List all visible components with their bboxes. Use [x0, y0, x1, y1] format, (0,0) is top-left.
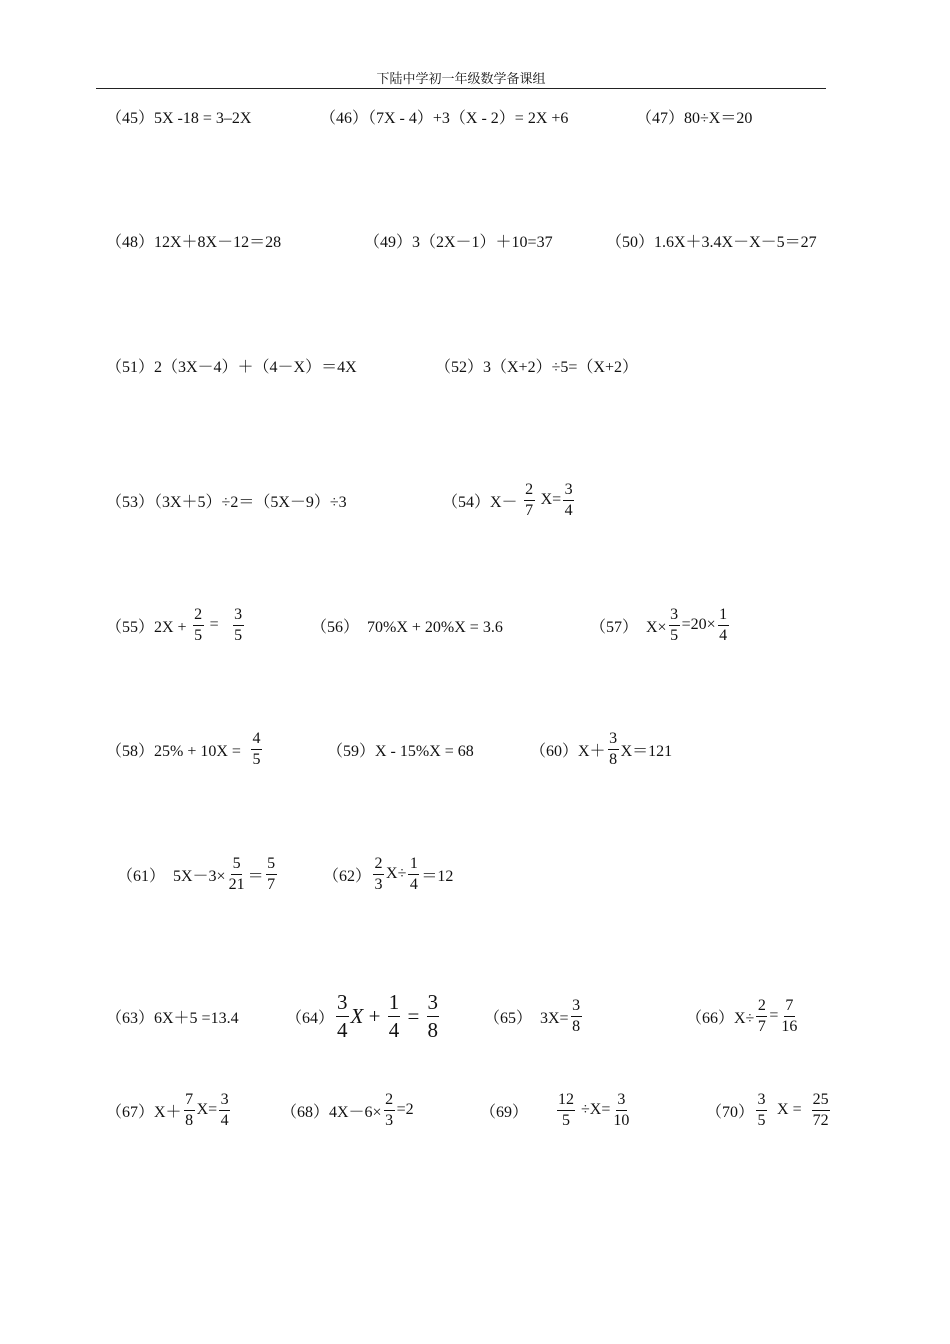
equation-text: （69）: [480, 1103, 529, 1121]
fraction: [718, 607, 729, 644]
equation-text: （52）3（X+2）÷5=（X+2）: [435, 358, 638, 376]
equation-text: （50）1.6X＋3.4X－X－5＝27: [606, 233, 817, 251]
fraction-numerator: 3: [233, 607, 244, 626]
fraction-denominator: 5: [562, 1111, 570, 1129]
fraction: [608, 731, 619, 768]
equation: [484, 986, 584, 1046]
fraction: [384, 1092, 395, 1129]
equation-text: （49）3（2X－1）＋10=37: [364, 233, 553, 251]
fraction-denominator: 8: [427, 1017, 439, 1042]
equation-text: ＝: [247, 867, 264, 885]
equation: [706, 1080, 832, 1140]
equation: [606, 210, 817, 270]
equation-text: （70）: [706, 1103, 755, 1121]
fraction-denominator: 8: [609, 750, 618, 768]
equation: [106, 1080, 232, 1140]
fraction-denominator: 10: [613, 1111, 630, 1129]
fraction-numerator: 3: [427, 992, 440, 1017]
fraction-denominator: 4: [409, 875, 418, 893]
equation: [320, 86, 568, 146]
equation-text: =20×: [681, 616, 716, 633]
equation: [106, 470, 347, 530]
equation-text: X÷: [386, 865, 407, 882]
fraction: [233, 607, 244, 644]
fraction-denominator: 7: [525, 501, 534, 519]
equation-text: （61） 5X－3×: [117, 867, 226, 885]
fraction: [184, 1092, 195, 1129]
fraction-numerator: 3: [219, 1092, 230, 1111]
equation-text: （65） 3X=: [484, 1009, 569, 1027]
fraction-denominator: 3: [385, 1111, 394, 1129]
fraction: [388, 989, 401, 1042]
fraction: [756, 998, 767, 1035]
equation: [106, 335, 357, 395]
equation-text: X =: [769, 1101, 810, 1118]
equation-text: X＝121: [620, 742, 673, 760]
fraction-numerator: 3: [563, 482, 574, 501]
equation-text: （60）X＋: [530, 742, 606, 760]
equation: [590, 595, 731, 655]
fraction-numerator: 4: [251, 731, 262, 750]
fraction-denominator: 4: [388, 1017, 400, 1042]
fraction-denominator: 4: [220, 1111, 229, 1129]
fraction: [812, 1092, 830, 1129]
fraction-numerator: 5: [266, 856, 277, 875]
fraction-denominator: 5: [194, 626, 203, 644]
fraction-numerator: 7: [784, 998, 795, 1017]
equation-text: =2: [396, 1101, 414, 1118]
equation: [106, 210, 281, 270]
fraction: [756, 1092, 767, 1129]
fraction-denominator: 7: [267, 875, 276, 893]
equation-text: ＝12: [421, 867, 454, 885]
fraction-numerator: 25: [812, 1092, 830, 1111]
fraction-denominator: 4: [564, 501, 573, 519]
equation-text: （48）12X＋8X－12＝28: [106, 233, 282, 251]
equation-text: （57） X×: [590, 618, 667, 636]
fraction: [373, 856, 384, 893]
equation-text: ÷X=: [577, 1101, 611, 1118]
fraction-denominator: 4: [719, 626, 728, 644]
equation: [106, 986, 239, 1046]
equation-text: （55）2X +: [106, 618, 191, 636]
equation: [117, 844, 279, 904]
equation-text: =: [769, 1007, 779, 1024]
fraction: [571, 998, 582, 1035]
equation: [480, 1080, 528, 1140]
fraction-denominator: 7: [757, 1017, 766, 1035]
fraction-numerator: 3: [616, 1092, 627, 1111]
equation: [311, 595, 503, 655]
fraction-numerator: 3: [756, 1092, 767, 1111]
equation: [555, 1080, 632, 1140]
fraction-numerator: 5: [231, 856, 242, 875]
fraction: [228, 856, 246, 893]
fraction: [557, 1092, 575, 1129]
equation: [323, 844, 453, 904]
fraction-numerator: 3: [336, 992, 349, 1017]
fraction: [193, 607, 204, 644]
fraction-denominator: 8: [185, 1111, 194, 1129]
fraction-numerator: 1: [718, 607, 729, 626]
equation-text: （63）6X＋5 =13.4: [106, 1009, 239, 1027]
fraction: [612, 1092, 630, 1129]
fraction: [669, 607, 680, 644]
equation-text: （51）2（3X－4）＋（4－X）＝4X: [106, 358, 357, 376]
equation: [281, 1080, 414, 1140]
equation: [636, 86, 752, 146]
fraction-numerator: 2: [756, 998, 767, 1017]
equation-text: =: [402, 1003, 425, 1028]
fraction-denominator: 72: [812, 1111, 829, 1129]
equation: [442, 470, 576, 530]
equation-text: （67）X＋: [106, 1103, 182, 1121]
equation-text: （64）: [286, 1009, 335, 1027]
equation-text: X=: [196, 1101, 218, 1118]
fraction-denominator: 16: [781, 1017, 798, 1035]
equation-text: =: [205, 616, 231, 633]
equation: [106, 719, 264, 779]
fraction-denominator: 21: [228, 875, 245, 893]
fraction: [524, 482, 535, 519]
equation-text: （56） 70%X + 20%X = 3.6: [311, 618, 503, 636]
equation-text: （54）X－: [442, 493, 522, 511]
fraction-denominator: 4: [337, 1017, 348, 1042]
equation-text: （46）（7X - 4）+3（X - 2）= 2X +6: [320, 109, 569, 127]
equation-text: （66）X÷: [686, 1009, 755, 1027]
equation-text: X: [350, 1003, 364, 1028]
fraction-numerator: 12: [557, 1092, 575, 1111]
equation-text: （68）4X－6×: [281, 1103, 382, 1121]
equation: [686, 986, 800, 1046]
fraction: [251, 731, 262, 768]
fraction-numerator: 7: [184, 1092, 195, 1111]
equation-text: （47）80÷X＝20: [636, 109, 753, 127]
fraction-numerator: 3: [571, 998, 582, 1017]
equation-text: X=: [536, 491, 562, 508]
fraction: [219, 1092, 230, 1129]
fraction-numerator: 2: [193, 607, 204, 626]
equation: [530, 719, 672, 779]
equation: [106, 595, 246, 655]
equation-text: （58）25% + 10X =: [106, 742, 249, 760]
equation: [435, 335, 638, 395]
fraction-numerator: 2: [524, 482, 535, 501]
equation-text: （59）X - 15%X = 68: [327, 742, 474, 760]
fraction-numerator: 2: [373, 856, 384, 875]
fraction-numerator: 1: [408, 856, 419, 875]
equation-text: （45）5X -18 = 3–2X: [106, 109, 252, 127]
equation: [364, 210, 553, 270]
fraction: [563, 482, 574, 519]
fraction-denominator: 3: [374, 875, 383, 893]
fraction: [408, 856, 419, 893]
fraction-denominator: 8: [572, 1017, 581, 1035]
fraction: [780, 998, 798, 1035]
equation: [106, 86, 251, 146]
equation-text: （62）: [323, 867, 372, 885]
fraction: [336, 989, 349, 1042]
fraction-denominator: 5: [670, 626, 679, 644]
fraction: [266, 856, 277, 893]
header-title: 下陆中学初一年级数学备课组: [376, 71, 546, 86]
fraction-numerator: 1: [388, 992, 401, 1017]
equation: [286, 986, 441, 1046]
fraction-numerator: 3: [669, 607, 680, 626]
equation: [327, 719, 474, 779]
fraction: [427, 989, 440, 1042]
fraction-denominator: 5: [757, 1111, 766, 1129]
fraction-denominator: 5: [234, 626, 243, 644]
equation-text: +: [363, 1003, 386, 1028]
fraction-numerator: 3: [608, 731, 619, 750]
fraction-denominator: 5: [252, 750, 261, 768]
equation-text: （53）（3X＋5）÷2＝（5X－9）÷3: [106, 493, 347, 511]
fraction-numerator: 2: [384, 1092, 395, 1111]
